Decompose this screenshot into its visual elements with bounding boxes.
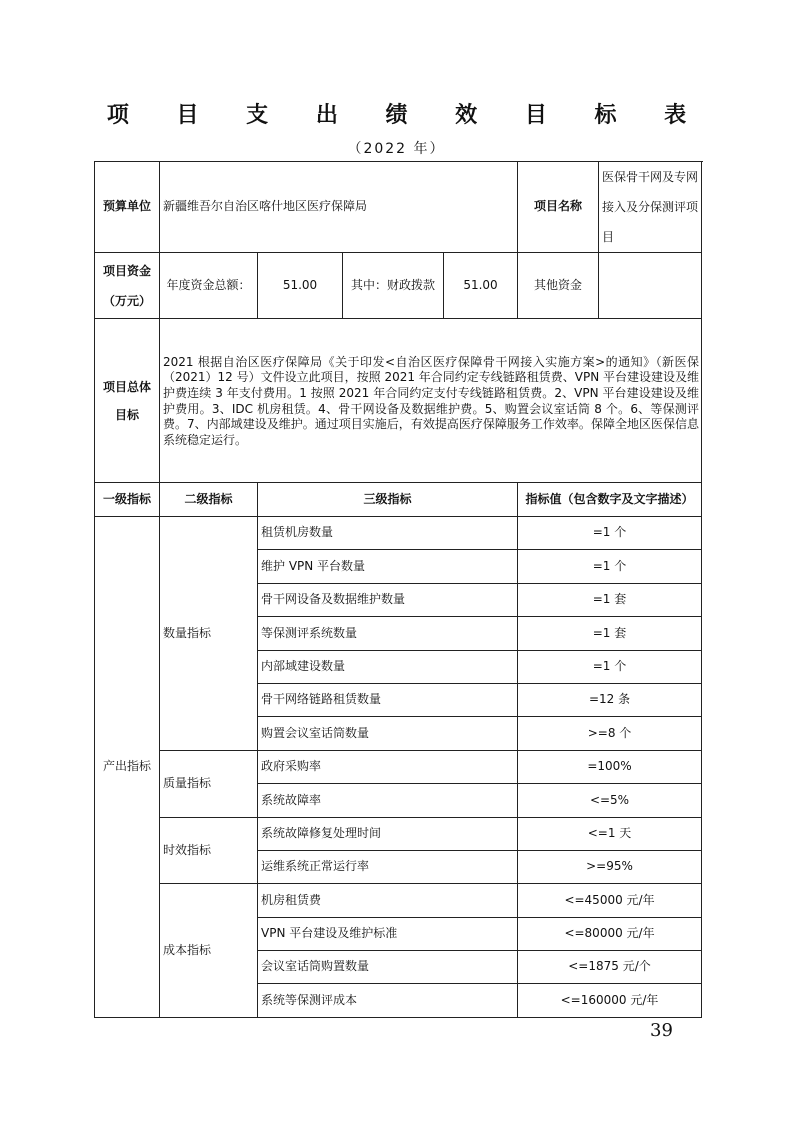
level2-indicator: 数量指标 <box>160 517 258 751</box>
indicator-value: <=1 天 <box>518 817 702 850</box>
level3-indicator: 系统等保测评成本 <box>258 984 518 1017</box>
level2-indicator: 质量指标 <box>160 750 258 817</box>
level3-indicator: 会议室话筒购置数量 <box>258 951 518 984</box>
annual-total-label: 年度资金总额： <box>160 253 258 319</box>
column-header-row <box>95 483 702 517</box>
indicator-row <box>95 750 702 783</box>
indicator-value: <=80000 元/年 <box>518 917 702 950</box>
page-title: 项 目 支 出 绩 效 目 标 表 <box>106 103 707 128</box>
funds-label: 项目资金（万元） <box>95 253 160 319</box>
indicator-value: =1 个 <box>518 517 702 550</box>
fiscal-label: 其中：财政拨款 <box>343 253 444 319</box>
col-header-level2: 二级指标 <box>160 483 258 517</box>
indicator-value: <=5% <box>518 784 702 817</box>
level3-indicator: 机房租赁费 <box>258 884 518 917</box>
indicator-value: >=95% <box>518 850 702 883</box>
project-name-label: 项目名称 <box>518 162 599 253</box>
indicator-row <box>95 517 702 550</box>
indicator-value: =1 个 <box>518 550 702 583</box>
level3-indicator: 政府采购率 <box>258 750 518 783</box>
budget-unit-label: 预算单位 <box>95 162 160 253</box>
goal-row <box>95 319 702 483</box>
indicator-value: =1 套 <box>518 617 702 650</box>
indicator-row <box>95 817 702 850</box>
level1-indicator: 产出指标 <box>95 517 160 1018</box>
level3-indicator: 等保测评系统数量 <box>258 617 518 650</box>
indicator-value: =1 套 <box>518 583 702 616</box>
level2-indicator: 成本指标 <box>160 884 258 1018</box>
level3-indicator: 运维系统正常运行率 <box>258 850 518 883</box>
level3-indicator: 维护 VPN 平台数量 <box>258 550 518 583</box>
indicator-value: =12 条 <box>518 683 702 716</box>
col-header-level1: 一级指标 <box>95 483 160 517</box>
year-label: （2022 年） <box>347 141 446 157</box>
indicator-row <box>95 884 702 917</box>
level3-indicator: 内部域建设数量 <box>258 650 518 683</box>
col-header-value: 指标值（包含数字及文字描述） <box>518 483 702 517</box>
goal-label: 项目总体目标 <box>95 319 160 483</box>
other-funds-label: 其他资金 <box>518 253 599 319</box>
fiscal-value: 51.00 <box>444 253 518 319</box>
indicator-value: <=160000 元/年 <box>518 984 702 1017</box>
other-funds-value <box>599 253 702 319</box>
level3-indicator: 骨干网设备及数据维护数量 <box>258 583 518 616</box>
page-number: 39 <box>650 1020 673 1041</box>
level3-indicator: 购置会议室话筒数量 <box>258 717 518 750</box>
level3-indicator: VPN 平台建设及维护标准 <box>258 917 518 950</box>
header-row <box>95 162 702 253</box>
level3-indicator: 系统故障率 <box>258 784 518 817</box>
performance-table <box>94 161 702 1018</box>
indicator-value: <=1875 元/个 <box>518 951 702 984</box>
funds-row <box>95 253 702 319</box>
level2-indicator: 时效指标 <box>160 817 258 884</box>
indicator-value: >=8 个 <box>518 717 702 750</box>
level3-indicator: 骨干网络链路租赁数量 <box>258 683 518 716</box>
annual-total-value: 51.00 <box>258 253 343 319</box>
budget-unit-value: 新疆维吾尔自治区喀什地区医疗保障局 <box>160 162 518 253</box>
level3-indicator: 租赁机房数量 <box>258 517 518 550</box>
project-name-value: 医保骨干网及专网接入及分保测评项目 <box>599 162 702 253</box>
goal-text: 2021 根据自治区医疗保障局《关于印发<自治区医疗保障骨干网接入实施方案>的通知》（新医保（2021）12 号）文件设立此项目，按照 2021 年合同约定专线链路租赁费、VPN 平台建设建设及维护费连续 3 年支付费用。1 按照 2021 年合同约定支付专线链路租赁费。2、VPN 平台建设建设及维护费用。3、IDC 机房租赁。4、骨干网设备及数据维护费。5、购置会议室话筒 8 个。6、等保测评费。7、内部域建设及维护。通过项目实施后，有效提高医疗保障服务工作效率。保障全地区医保信息系统稳定运行。 <box>160 319 702 483</box>
col-header-level3: 三级指标 <box>258 483 518 517</box>
indicator-value: =100% <box>518 750 702 783</box>
indicator-value: =1 个 <box>518 650 702 683</box>
level3-indicator: 系统故障修复处理时间 <box>258 817 518 850</box>
indicator-value: <=45000 元/年 <box>518 884 702 917</box>
